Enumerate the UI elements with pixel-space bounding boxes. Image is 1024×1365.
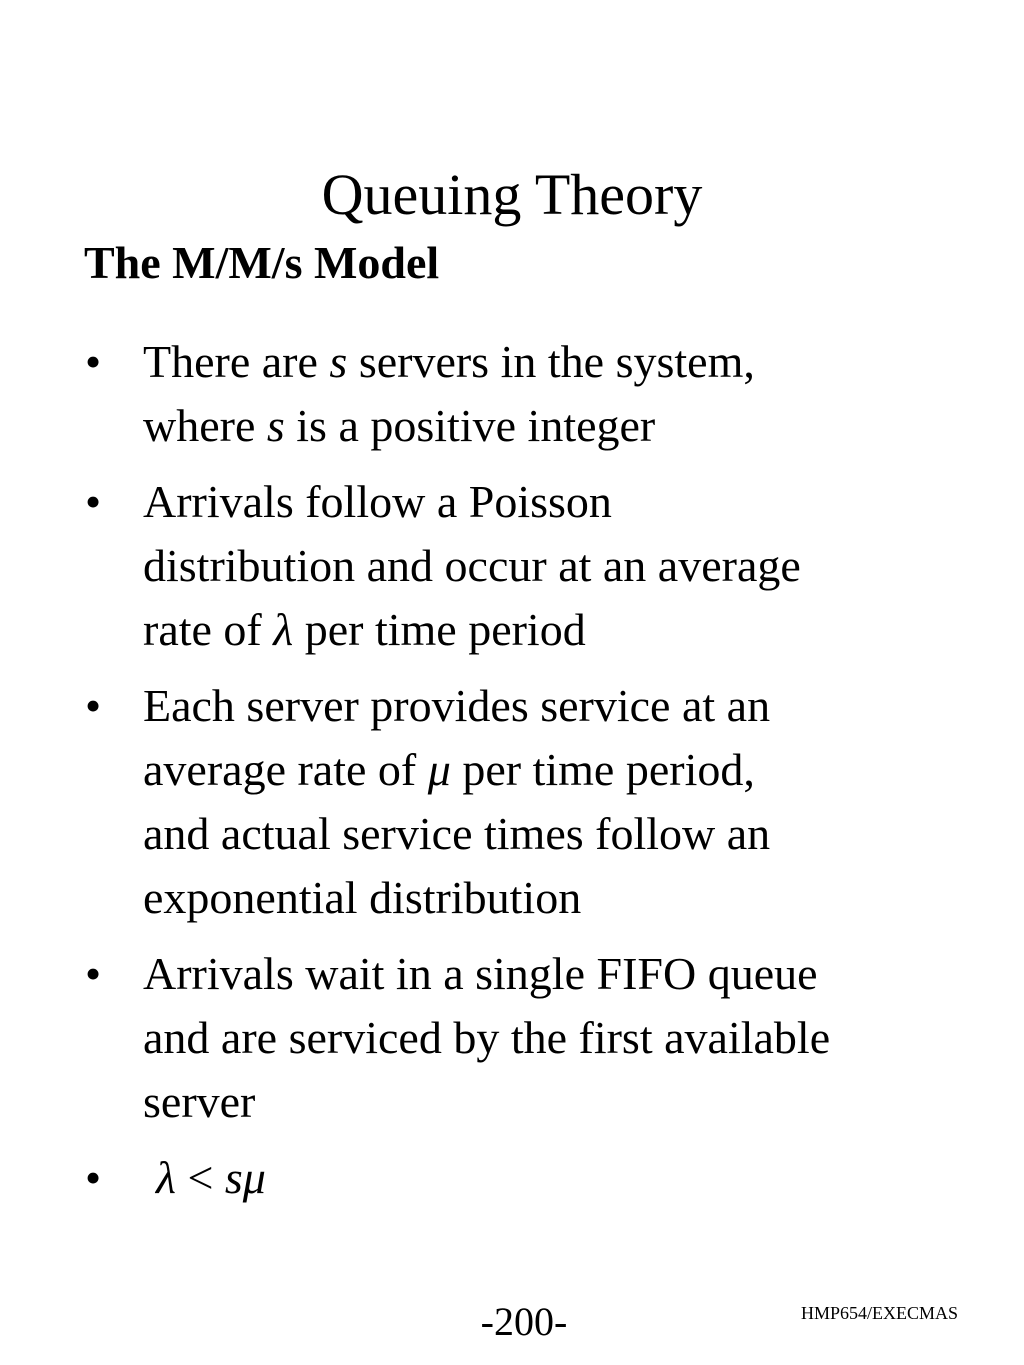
math-variable-s: s	[266, 400, 285, 451]
text-segment: where	[143, 400, 267, 451]
text-segment: exponential distribution	[143, 872, 582, 923]
bullet-3-line-4	[143, 866, 581, 930]
math-product-s-mu: sμ	[224, 1152, 266, 1203]
math-operator-less-than: <	[175, 1152, 225, 1203]
bullet-3-line-1	[143, 674, 770, 738]
page-number: -200-	[480, 1299, 568, 1344]
text-segment: Arrivals follow a Poisson	[143, 476, 612, 527]
text-segment: is a positive integer	[284, 400, 656, 451]
text-segment: and actual service times follow an	[143, 808, 771, 859]
bullet-marker-3: •	[85, 680, 102, 731]
text-segment: and are serviced by the first available	[143, 1012, 831, 1063]
bullet-marker-5: •	[85, 1152, 102, 1203]
text-segment: Arrivals wait in a single FIFO queue	[143, 948, 818, 999]
bullet-marker-1: •	[85, 336, 102, 387]
bullet-2-line-3	[143, 598, 586, 662]
text-segment: servers in the system,	[347, 336, 755, 387]
text-segment: per time period	[293, 604, 586, 655]
math-symbol-lambda: λ	[273, 604, 294, 655]
slide-title: Queuing Theory	[321, 162, 703, 227]
text-segment: per time period,	[450, 744, 755, 795]
text-segment: distribution and occur at an average	[143, 540, 801, 591]
text-segment: There are	[143, 336, 330, 387]
bullet-4-line-1	[143, 942, 818, 1006]
bullet-2-line-1	[143, 470, 612, 534]
bullet-2-line-2	[143, 534, 801, 598]
math-symbol-lambda: λ	[156, 1152, 176, 1203]
bullet-4-line-3	[143, 1070, 255, 1134]
bullet-4-line-2	[143, 1006, 830, 1070]
bullet-5-formula	[156, 1146, 266, 1210]
slide-subtitle: The M/M/s Model	[84, 237, 440, 288]
bullet-marker-4: •	[85, 948, 102, 999]
bullet-3-line-3	[143, 802, 770, 866]
bullet-1-line-1	[143, 330, 755, 394]
math-symbol-mu: μ	[427, 744, 451, 795]
text-segment: server	[143, 1076, 256, 1127]
text-segment: rate of	[143, 604, 274, 655]
bullet-marker-2: •	[85, 476, 102, 527]
bullet-3-line-2	[143, 738, 755, 802]
text-segment: average rate of	[143, 744, 428, 795]
math-variable-s: s	[329, 336, 348, 387]
text-segment: Each server provides service at an	[143, 680, 771, 731]
course-code: HMP654/EXECMAS	[800, 1303, 958, 1323]
bullet-1-line-2	[143, 394, 655, 458]
